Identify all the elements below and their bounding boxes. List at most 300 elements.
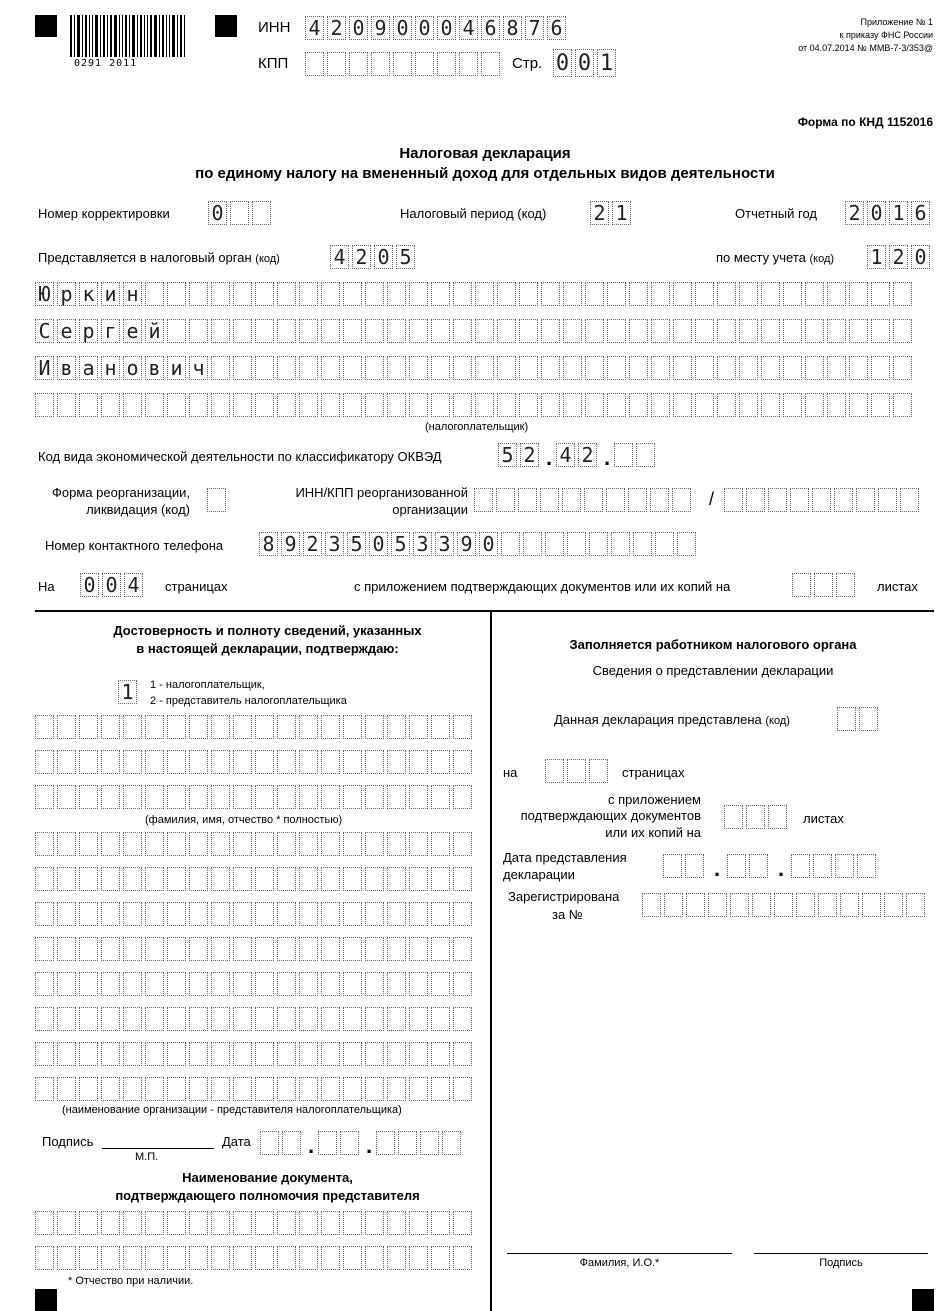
- char-cell: [123, 1246, 142, 1270]
- char-cell: [453, 1211, 472, 1235]
- char-cell: [818, 893, 837, 917]
- char-cell: [207, 488, 226, 512]
- char-cell: [57, 972, 76, 996]
- char-cell: 4: [305, 16, 324, 40]
- char-cell: [255, 715, 274, 739]
- char-cell: [211, 867, 230, 891]
- char-cell: [343, 867, 362, 891]
- char-cell: е: [123, 319, 142, 343]
- char-cell: С: [35, 319, 54, 343]
- char-cell: [871, 282, 890, 306]
- char-cell: [321, 1007, 340, 1031]
- rep-org-row-7[interactable]: [35, 1042, 472, 1066]
- reorg-inn-cells[interactable]: [474, 488, 691, 512]
- char-cell: [277, 902, 296, 926]
- char-cell: [57, 1246, 76, 1270]
- barcode-number: 0291 2011: [74, 58, 138, 69]
- char-cell: [145, 715, 164, 739]
- char-cell: [365, 1007, 384, 1031]
- char-cell: [474, 488, 493, 512]
- char-cell: [277, 356, 296, 380]
- sign-date-cells[interactable]: [260, 1131, 461, 1158]
- char-cell: [167, 319, 186, 343]
- char-cell: [145, 750, 164, 774]
- extra-name-cells[interactable]: [35, 393, 912, 417]
- patronymic-cells[interactable]: [35, 356, 912, 380]
- char-cell: [101, 750, 120, 774]
- char-cell: [387, 937, 406, 961]
- char-cell: [167, 750, 186, 774]
- char-cell: [717, 393, 736, 417]
- char-cell: [651, 282, 670, 306]
- char-cell: [387, 1042, 406, 1066]
- char-cell: [563, 393, 582, 417]
- char-cell: [761, 356, 780, 380]
- char-cell: [739, 282, 758, 306]
- char-cell: [628, 488, 647, 512]
- char-cell: [35, 393, 54, 417]
- char-cell: 6: [547, 16, 566, 40]
- char-cell: й: [145, 319, 164, 343]
- char-cell: [453, 902, 472, 926]
- char-cell: [409, 902, 428, 926]
- okved-cell: 4: [556, 443, 575, 467]
- char-cell: [730, 893, 749, 917]
- char-cell: [871, 319, 890, 343]
- char-cell: [672, 488, 691, 512]
- char-cell: [409, 972, 428, 996]
- phone-cells[interactable]: [259, 532, 696, 556]
- char-cell: [189, 902, 208, 926]
- char-cell: 0: [867, 201, 886, 225]
- char-cell: [827, 319, 846, 343]
- char-cell: [651, 356, 670, 380]
- char-cell: [189, 867, 208, 891]
- char-cell: [746, 805, 765, 829]
- rep-org-row-5[interactable]: [35, 972, 472, 996]
- right-fio-line: [507, 1253, 732, 1254]
- char-cell: 0: [479, 532, 498, 556]
- char-cell: [343, 750, 362, 774]
- okved-dot: .: [545, 445, 553, 470]
- char-cell: и: [167, 356, 186, 380]
- char-cell: [145, 1077, 164, 1101]
- char-cell: [545, 759, 564, 783]
- char-cell: [387, 750, 406, 774]
- char-cell: [796, 893, 815, 917]
- char-cell: [57, 867, 76, 891]
- char-cell: [299, 937, 318, 961]
- char-cell: [277, 937, 296, 961]
- char-cell: [739, 319, 758, 343]
- char-cell: [189, 750, 208, 774]
- period-cells[interactable]: [590, 201, 631, 225]
- char-cell: [145, 1246, 164, 1270]
- char-cell: [893, 393, 912, 417]
- reorg-kpp-cells[interactable]: [724, 488, 919, 512]
- char-cell: [145, 972, 164, 996]
- surname-cells[interactable]: [35, 282, 912, 306]
- char-cell: [35, 867, 54, 891]
- char-cell: [101, 785, 120, 809]
- char-cell: [79, 785, 98, 809]
- char-cell: [255, 1211, 274, 1235]
- reorg-form-cell[interactable]: [207, 488, 226, 512]
- char-cell: [321, 319, 340, 343]
- char-cell: [101, 1077, 120, 1101]
- char-cell: [655, 532, 674, 556]
- char-cell: [871, 356, 890, 380]
- char-cell: [453, 282, 472, 306]
- name-cells[interactable]: [35, 319, 912, 343]
- inn-cells[interactable]: [305, 16, 566, 40]
- okved-cell: 5: [498, 443, 517, 467]
- char-cell: [145, 937, 164, 961]
- char-cell: [167, 937, 186, 961]
- char-cell: [633, 532, 652, 556]
- char-cell: [57, 1211, 76, 1235]
- char-cell: 9: [371, 16, 390, 40]
- char-cell: [431, 319, 450, 343]
- char-cell: [563, 356, 582, 380]
- char-cell: [387, 1077, 406, 1101]
- appendix-line-2: к приказу ФНС России: [839, 30, 933, 40]
- char-cell: [387, 1007, 406, 1031]
- reorg-inn-line-1: ИНН/КПП реорганизованной: [295, 485, 468, 500]
- year-cells[interactable]: [845, 201, 930, 225]
- char-cell: [607, 319, 626, 343]
- signer-cell[interactable]: [118, 680, 137, 704]
- rep-fio-row-1[interactable]: [35, 715, 472, 739]
- rep-org-row-1[interactable]: [35, 832, 472, 856]
- char-cell: 2: [303, 532, 322, 556]
- char-cell: [859, 707, 878, 731]
- char-cell: [255, 785, 274, 809]
- char-cell: [387, 832, 406, 856]
- right-subheading: Сведения о представлении декларации: [592, 663, 834, 678]
- rep-org-caption: (наименование организации - представителя налогоплательщика): [62, 1104, 402, 1116]
- char-cell: [79, 902, 98, 926]
- year-label: Отчетный год: [735, 206, 817, 221]
- phone-label: Номер контактного телефона: [45, 538, 224, 553]
- char-cell: [415, 52, 434, 76]
- char-cell: [437, 52, 456, 76]
- char-cell: [101, 1211, 120, 1235]
- rep-org-row-2[interactable]: [35, 867, 472, 891]
- date-cell: [857, 854, 876, 878]
- okved-cells[interactable]: [498, 443, 655, 470]
- char-cell: [123, 832, 142, 856]
- char-cell: [79, 1211, 98, 1235]
- char-cell: [774, 893, 793, 917]
- char-cell: [453, 972, 472, 996]
- char-cell: [233, 356, 252, 380]
- char-cell: [321, 1042, 340, 1066]
- doc-heading-line-2: подтверждающего полномочия представителя: [115, 1188, 420, 1203]
- char-cell: И: [35, 356, 54, 380]
- char-cell: [211, 1042, 230, 1066]
- char-cell: [431, 972, 450, 996]
- char-cell: [299, 715, 318, 739]
- char-cell: [453, 715, 472, 739]
- char-cell: [501, 532, 520, 556]
- char-cell: [365, 319, 384, 343]
- char-cell: 1: [612, 201, 631, 225]
- char-cell: [475, 393, 494, 417]
- registered-line-2: за №: [552, 907, 583, 922]
- corner-marker-top-center: [215, 15, 237, 37]
- char-cell: 0: [437, 16, 456, 40]
- char-cell: [365, 282, 384, 306]
- char-cell: [792, 573, 811, 597]
- char-cell: [321, 356, 340, 380]
- char-cell: [518, 488, 537, 512]
- char-cell: [305, 52, 324, 76]
- char-cell: [123, 1042, 142, 1066]
- char-cell: [409, 393, 428, 417]
- char-cell: [189, 282, 208, 306]
- char-cell: [836, 573, 855, 597]
- char-cell: [453, 1077, 472, 1101]
- char-cell: [365, 832, 384, 856]
- char-cell: и: [101, 282, 120, 306]
- corner-marker-bottom-left: [35, 1289, 57, 1311]
- char-cell: [145, 902, 164, 926]
- char-cell: [101, 937, 120, 961]
- char-cell: [840, 893, 859, 917]
- char-cell: [365, 750, 384, 774]
- okved-cell: [614, 443, 633, 467]
- char-cell: [387, 902, 406, 926]
- rep-org-row-4[interactable]: [35, 937, 472, 961]
- char-cell: [101, 1246, 120, 1270]
- char-cell: [541, 282, 560, 306]
- char-cell: [321, 282, 340, 306]
- char-cell: [299, 972, 318, 996]
- char-cell: [211, 1246, 230, 1270]
- char-cell: [673, 356, 692, 380]
- char-cell: [255, 319, 274, 343]
- correction-cells[interactable]: [208, 201, 271, 225]
- char-cell: [523, 532, 542, 556]
- char-cell: [761, 393, 780, 417]
- date-dot: .: [713, 856, 721, 881]
- char-cell: [677, 532, 696, 556]
- char-cell: [101, 715, 120, 739]
- char-cell: 8: [503, 16, 522, 40]
- char-cell: о: [123, 356, 142, 380]
- char-cell: [233, 832, 252, 856]
- char-cell: [585, 393, 604, 417]
- char-cell: г: [101, 319, 120, 343]
- char-cell: в: [145, 356, 164, 380]
- char-cell: [79, 1246, 98, 1270]
- char-cell: 0: [575, 49, 594, 77]
- char-cell: [878, 488, 897, 512]
- char-cell: [101, 902, 120, 926]
- doc-row-2[interactable]: [35, 1246, 472, 1270]
- char-cell: 4: [330, 245, 349, 269]
- char-cell: [365, 972, 384, 996]
- char-cell: [211, 393, 230, 417]
- char-cell: [145, 832, 164, 856]
- char-cell: 2: [352, 245, 371, 269]
- char-cell: [277, 1007, 296, 1031]
- okved-label: Код вида экономической деятельности по классификатору ОКВЭД: [38, 449, 442, 464]
- char-cell: [123, 393, 142, 417]
- char-cell: [584, 488, 603, 512]
- rep-org-row-6[interactable]: [35, 1007, 472, 1031]
- rep-org-row-8[interactable]: [35, 1077, 472, 1101]
- char-cell: [255, 356, 274, 380]
- char-cell: [812, 488, 831, 512]
- char-cell: [724, 805, 743, 829]
- date-submitted-cells[interactable]: [663, 854, 876, 881]
- pages-label: страницах: [165, 579, 228, 594]
- page-number-cells: [553, 49, 616, 76]
- char-cell: 7: [525, 16, 544, 40]
- date-cell: [260, 1131, 279, 1155]
- right-pages-cells[interactable]: [545, 759, 608, 783]
- right-on-label: на: [503, 765, 518, 780]
- rep-fio-row-2[interactable]: [35, 750, 472, 774]
- char-cell: [277, 750, 296, 774]
- char-cell: [453, 393, 472, 417]
- char-cell: [189, 1042, 208, 1066]
- date-submitted-line-2: декларации: [503, 867, 575, 882]
- kpp-cells[interactable]: [305, 52, 500, 76]
- char-cell: [724, 488, 743, 512]
- right-sign-caption: Подпись: [819, 1257, 863, 1269]
- rep-org-row-3[interactable]: [35, 902, 472, 926]
- char-cell: [79, 750, 98, 774]
- char-cell: [607, 393, 626, 417]
- char-cell: [277, 1211, 296, 1235]
- char-cell: [277, 972, 296, 996]
- char-cell: [497, 393, 516, 417]
- char-cell: [167, 393, 186, 417]
- char-cell: [167, 1246, 186, 1270]
- confirm-heading-line-2: в настоящей декларации, подтверждаю:: [136, 641, 399, 656]
- char-cell: [299, 902, 318, 926]
- on-label: На: [38, 579, 55, 594]
- char-cell: [481, 52, 500, 76]
- char-cell: [431, 867, 450, 891]
- char-cell: [453, 937, 472, 961]
- char-cell: [884, 893, 903, 917]
- char-cell: 0: [369, 532, 388, 556]
- char-cell: [365, 1211, 384, 1235]
- char-cell: [431, 937, 450, 961]
- date-cell: [318, 1131, 337, 1155]
- char-cell: [35, 1042, 54, 1066]
- char-cell: [233, 1077, 252, 1101]
- tax-authority-cells[interactable]: [330, 245, 415, 269]
- char-cell: [431, 832, 450, 856]
- char-cell: [35, 785, 54, 809]
- char-cell: 2: [327, 16, 346, 40]
- char-cell: [255, 937, 274, 961]
- char-cell: [167, 1007, 186, 1031]
- char-cell: [545, 532, 564, 556]
- char-cell: [849, 393, 868, 417]
- char-cell: 3: [325, 532, 344, 556]
- rep-fio-row-3[interactable]: [35, 785, 472, 809]
- char-cell: [277, 393, 296, 417]
- char-cell: [475, 282, 494, 306]
- submitted-code-cells[interactable]: [837, 707, 878, 731]
- char-cell: [79, 832, 98, 856]
- char-cell: [233, 715, 252, 739]
- char-cell: [123, 1077, 142, 1101]
- char-cell: [585, 282, 604, 306]
- char-cell: [255, 1246, 274, 1270]
- page-label: Стр.: [512, 55, 543, 72]
- char-cell: [321, 393, 340, 417]
- char-cell: [409, 282, 428, 306]
- char-cell: [233, 1211, 252, 1235]
- date-cell: [727, 854, 746, 878]
- registered-cells[interactable]: [642, 893, 925, 917]
- char-cell: [255, 832, 274, 856]
- char-cell: [409, 356, 428, 380]
- char-cell: [805, 282, 824, 306]
- char-cell: Ю: [35, 282, 54, 306]
- char-cell: 0: [208, 201, 227, 225]
- appendix-line-1: Приложение № 1: [860, 17, 933, 27]
- char-cell: [453, 785, 472, 809]
- char-cell: [343, 832, 362, 856]
- char-cell: [365, 1042, 384, 1066]
- attachment-sheets-cells[interactable]: [792, 573, 855, 597]
- char-cell: [805, 393, 824, 417]
- char-cell: [431, 356, 450, 380]
- char-cell: 0: [374, 245, 393, 269]
- char-cell: [189, 1246, 208, 1270]
- char-cell: [349, 52, 368, 76]
- char-cell: [409, 319, 428, 343]
- char-cell: [827, 393, 846, 417]
- char-cell: 5: [396, 245, 415, 269]
- kpp-label: КПП: [258, 55, 289, 72]
- char-cell: [255, 867, 274, 891]
- doc-row-1[interactable]: [35, 1211, 472, 1235]
- tax-authority-label: [38, 251, 280, 265]
- char-cell: [123, 750, 142, 774]
- okved-cell: 2: [578, 443, 597, 467]
- char-cell: р: [79, 319, 98, 343]
- date-cell: [663, 854, 682, 878]
- char-cell: [783, 319, 802, 343]
- char-cell: [230, 201, 249, 225]
- appendix-line-3: от 04.07.2014 № ММВ-7-3/353@: [798, 43, 933, 53]
- pages-cells[interactable]: [80, 573, 143, 597]
- char-cell: 1: [889, 201, 908, 225]
- right-attach-line-1: с приложением: [608, 792, 701, 807]
- right-sheets-cells[interactable]: [724, 805, 787, 829]
- corner-marker-top-left: [35, 15, 57, 37]
- char-cell: 3: [435, 532, 454, 556]
- char-cell: 0: [415, 16, 434, 40]
- char-cell: [387, 1211, 406, 1235]
- char-cell: [123, 785, 142, 809]
- char-cell: ч: [189, 356, 208, 380]
- place-cells[interactable]: [867, 245, 930, 269]
- char-cell: [299, 282, 318, 306]
- char-cell: [79, 867, 98, 891]
- date-dot: .: [307, 1133, 315, 1158]
- char-cell: [123, 972, 142, 996]
